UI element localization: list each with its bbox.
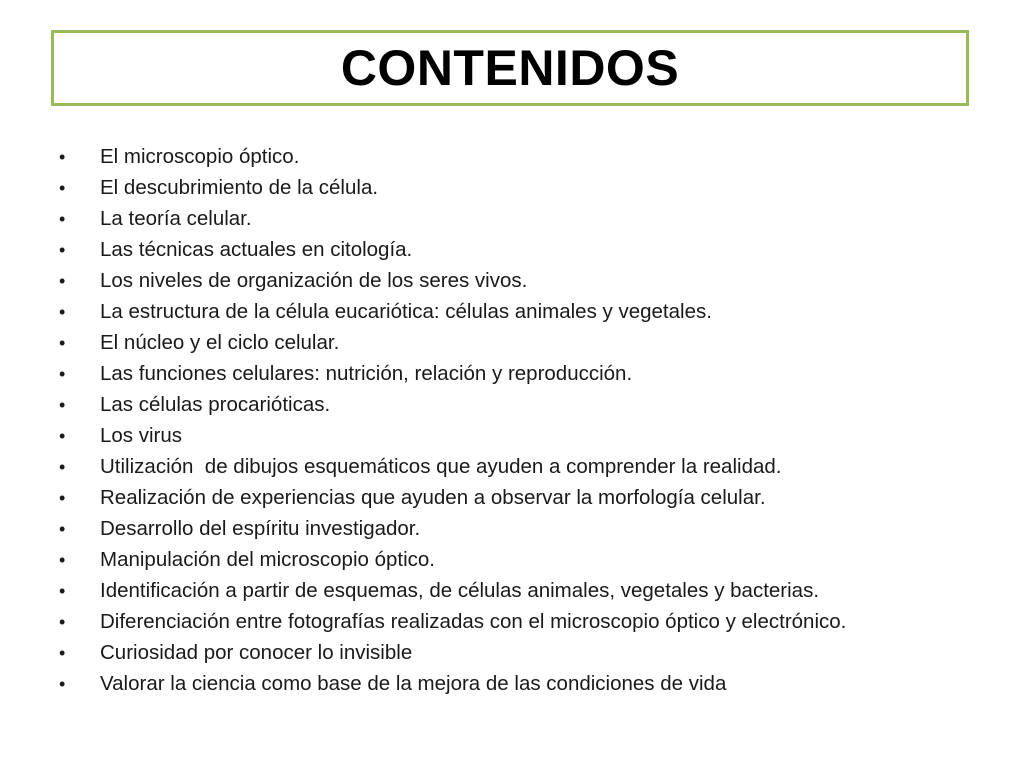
content-list: [59, 141, 989, 699]
list-item: [59, 141, 989, 172]
bullet-icon: •: [59, 333, 66, 353]
slide-title: CONTENIDOS: [340, 40, 680, 96]
list-item-text: Los niveles de organización de los seres vivos.: [100, 269, 528, 292]
bullet-icon: •: [59, 209, 66, 229]
list-item-text: Identificación a partir de esquemas, de células animales, vegetales y bacterias.: [100, 579, 820, 602]
bullet-icon: •: [59, 147, 66, 167]
list-item: [59, 234, 989, 265]
list-item-text: Utilización de dibujos esquemáticos que ayuden a comprender la realidad.: [100, 455, 782, 478]
list-item-text: Las células procarióticas.: [100, 393, 331, 416]
bullet-icon: •: [59, 550, 66, 570]
title-box: [51, 30, 969, 106]
bullet-icon: •: [59, 364, 66, 384]
list-item-text: El núcleo y el ciclo celular.: [100, 331, 340, 354]
list-item-text: La teoría celular.: [100, 207, 252, 230]
list-item-text: El microscopio óptico.: [100, 145, 300, 168]
list-item: [59, 172, 989, 203]
list-item: [59, 296, 989, 327]
list-item-text: Desarrollo del espíritu investigador.: [100, 517, 421, 540]
bullet-icon: •: [59, 612, 66, 632]
bullet-icon: •: [59, 395, 66, 415]
list-item: [59, 327, 989, 358]
bullet-icon: •: [59, 271, 66, 291]
list-item: [59, 637, 989, 668]
list-item: [59, 482, 989, 513]
list-item-text: Las funciones celulares: nutrición, relación y reproducción.: [100, 362, 633, 385]
list-item-text: La estructura de la célula eucariótica: células animales y vegetales.: [100, 300, 712, 323]
list-item-text: Manipulación del microscopio óptico.: [100, 548, 436, 571]
bullet-icon: •: [59, 581, 66, 601]
list-item-text: Los virus: [100, 424, 183, 447]
list-item: [59, 203, 989, 234]
list-item: [59, 544, 989, 575]
bullet-icon: •: [59, 488, 66, 508]
list-item: [59, 451, 989, 482]
bullet-icon: •: [59, 240, 66, 260]
list-item-text: Curiosidad por conocer lo invisible: [100, 641, 413, 664]
bullet-icon: •: [59, 302, 66, 322]
list-item-text: Las técnicas actuales en citología.: [100, 238, 413, 261]
bullet-icon: •: [59, 178, 66, 198]
list-item: [59, 389, 989, 420]
bullet-icon: •: [59, 457, 66, 477]
bullet-icon: •: [59, 674, 66, 694]
list-item-text: Valorar la ciencia como base de la mejora de las condiciones de vida: [100, 672, 727, 695]
bullet-icon: •: [59, 643, 66, 663]
bullet-icon: •: [59, 426, 66, 446]
list-item: [59, 265, 989, 296]
list-item: [59, 420, 989, 451]
list-item: [59, 513, 989, 544]
list-item-text: El descubrimiento de la célula.: [100, 176, 379, 199]
bullet-icon: •: [59, 519, 66, 539]
list-item-text: Diferenciación entre fotografías realizadas con el microscopio óptico y electrónico.: [100, 610, 847, 633]
list-item: [59, 606, 989, 637]
list-item: [59, 668, 989, 699]
list-item: [59, 358, 989, 389]
list-item-text: Realización de experiencias que ayuden a observar la morfología celular.: [100, 486, 766, 509]
list-item: [59, 575, 989, 606]
